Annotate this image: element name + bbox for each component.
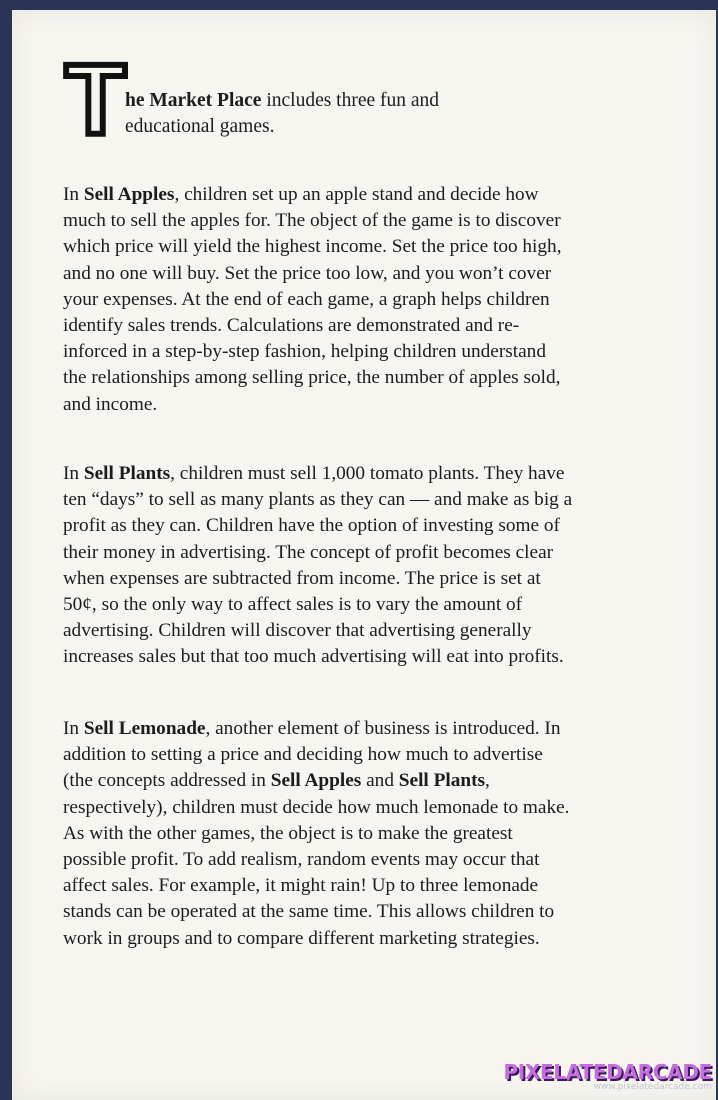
intro-text: he Market Place includes three fun and educational games. xyxy=(125,90,440,137)
sell-lemonade-paragraph: In Sell Lemonade, another element of business is introduced. In addition to setting a price and deciding how much to advertise (the concepts addressed in Sell Apples and Sell Plants, respectively), children must decide how much lemonade to make. As with the other games, the object is to make the greatest possible profit. To add realism, random events may occur that affect sales. For example, it might rain! Up to three lemonade stands can be operated at the same time. This allows children to work in groups and to compare different marketing strategies. xyxy=(63,718,570,949)
site-watermark xyxy=(503,1060,712,1092)
svg-text:T: T xyxy=(65,52,127,146)
sell-plants-paragraph: In Sell Plants, children must sell 1,000 tomato plants. They have ten “days” to sell as many plants as they can — and make as big a profit as they can. Children have the option of investing some of their money in advertising. The concept of profit becomes clear when expenses are subtracted from income. The price is set at 50¢, so the only way to affect sales is to vary the amount of advertising. Children will discover that advertising generally increases sales but that too much advertising will eat into profits. xyxy=(63,463,573,668)
sell-apples-paragraph: In Sell Apples, children set up an apple stand and decide how much to sell the apples for. The object of the game is to discover which price will yield the highest income. Set the price too high, and no one will buy. Set the price too low, and you won’t cover your expenses. At the end of each game, a graph helps children identify sales trends. Calculations are demonstrated and re- inforced in a step-by-step fashion, helping children understand the relationships among selling price, the number of apples sold, and income. xyxy=(63,184,562,415)
dropcap-letter xyxy=(62,52,132,146)
game-name: Sell Lemonade xyxy=(83,718,206,739)
watermark-url: www.pixelatedarcade.com xyxy=(593,1082,712,1092)
game-name: Sell Apples xyxy=(83,184,175,205)
product-name: he Market Place xyxy=(125,90,262,111)
watermark-title: PIXELATEDARCADE xyxy=(503,1060,712,1084)
game-name: Sell Plants xyxy=(83,463,171,484)
manual-page xyxy=(12,10,716,1100)
